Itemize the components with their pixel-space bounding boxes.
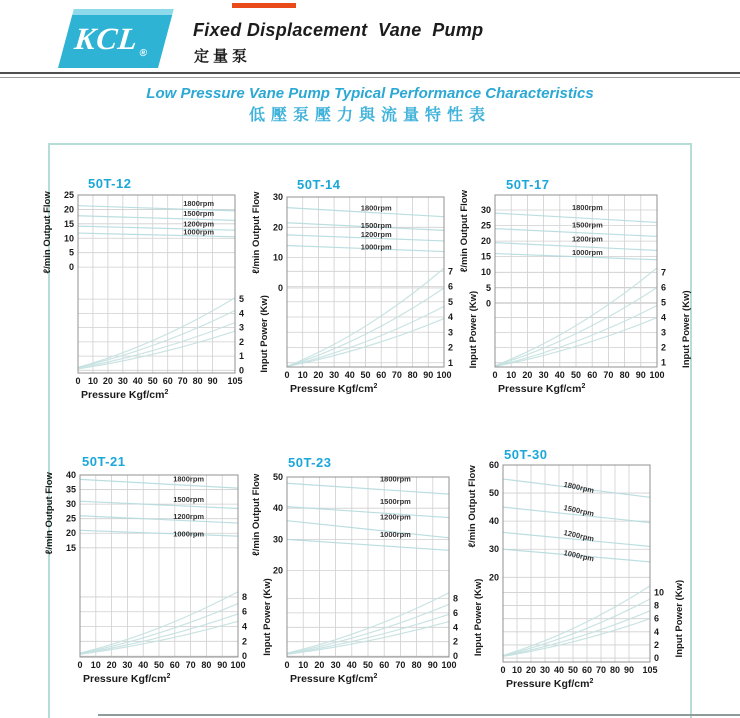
svg-text:20: 20 <box>106 660 117 670</box>
svg-text:30: 30 <box>538 370 549 380</box>
svg-text:60: 60 <box>488 460 499 470</box>
svg-text:50: 50 <box>567 665 579 675</box>
svg-text:ℓ/min Output Flow: ℓ/min Output Flow <box>44 472 55 555</box>
svg-text:1500rpm: 1500rpm <box>379 497 411 506</box>
svg-text:1200rpm: 1200rpm <box>183 219 215 229</box>
svg-text:2: 2 <box>448 342 454 353</box>
svg-text:0: 0 <box>492 370 498 380</box>
svg-text:1000rpm: 1000rpm <box>360 242 392 252</box>
section-title-en: Low Pressure Vane Pump Typical Performance Characteristics <box>146 85 594 102</box>
svg-text:8: 8 <box>453 593 459 604</box>
chart-title-50t-12: 50T-12 <box>88 176 132 191</box>
svg-text:50: 50 <box>488 488 499 499</box>
svg-text:Input Power (Kw): Input Power (Kw) <box>681 290 692 368</box>
svg-text:25: 25 <box>480 220 491 231</box>
svg-text:Pressure Kgf/cm2: Pressure Kgf/$cm^2$ <box>81 389 169 401</box>
svg-text:4: 4 <box>448 312 454 323</box>
svg-text:25: 25 <box>65 513 76 524</box>
svg-text:Input Power (Kw): Input Power (Kw) <box>259 295 270 373</box>
svg-text:50: 50 <box>153 660 165 670</box>
svg-text:ℓ/min Output Flow: ℓ/min Output Flow <box>251 473 262 556</box>
svg-text:40: 40 <box>344 370 355 380</box>
svg-text:20: 20 <box>525 665 537 675</box>
svg-text:10: 10 <box>63 233 74 244</box>
svg-text:Pressure Kgf/cm2: Pressure Kgf/$cm^2$ <box>506 678 594 690</box>
chart-title-50t-30: 50T-30 <box>504 447 548 462</box>
svg-text:100: 100 <box>230 660 246 670</box>
svg-text:2: 2 <box>239 336 245 347</box>
chart-title-50t-21: 50T-21 <box>82 454 126 469</box>
svg-text:1800rpm: 1800rpm <box>379 474 411 484</box>
svg-text:0: 0 <box>77 660 83 670</box>
svg-text:4: 4 <box>239 308 245 319</box>
svg-text:1500rpm: 1500rpm <box>183 209 215 219</box>
svg-text:20: 20 <box>522 370 533 380</box>
svg-text:80: 80 <box>192 376 203 386</box>
svg-text:Input Power (Kw): Input Power (Kw) <box>674 579 685 658</box>
svg-text:10: 10 <box>480 267 491 278</box>
svg-text:1000rpm: 1000rpm <box>571 248 603 258</box>
registered-mark: ® <box>139 47 149 59</box>
svg-text:2: 2 <box>242 636 248 647</box>
svg-text:35: 35 <box>65 484 76 495</box>
svg-text:70: 70 <box>177 376 188 386</box>
svg-text:20: 20 <box>102 376 113 386</box>
svg-text:Pressure Kgf/cm2: Pressure Kgf/$cm^2$ <box>290 673 378 685</box>
chart-svg <box>457 453 694 698</box>
svg-text:100: 100 <box>649 370 665 380</box>
svg-text:30: 30 <box>272 192 283 202</box>
svg-text:30: 30 <box>122 660 133 670</box>
svg-text:60: 60 <box>587 370 598 380</box>
chart-title-50t-17: 50T-17 <box>506 177 550 192</box>
svg-text:0: 0 <box>654 653 660 664</box>
svg-text:70: 70 <box>603 370 614 380</box>
svg-text:90: 90 <box>623 665 635 675</box>
svg-text:30: 30 <box>117 376 128 386</box>
svg-text:40: 40 <box>554 370 565 380</box>
svg-text:60: 60 <box>581 665 593 675</box>
svg-text:5: 5 <box>485 282 491 293</box>
kcl-logo-inner <box>64 21 149 57</box>
svg-text:50: 50 <box>570 370 582 380</box>
svg-text:4: 4 <box>453 622 459 633</box>
svg-text:1800rpm: 1800rpm <box>173 474 205 484</box>
svg-text:2: 2 <box>654 639 660 650</box>
svg-text:8: 8 <box>654 600 660 611</box>
svg-text:90: 90 <box>423 370 434 380</box>
svg-text:0: 0 <box>284 660 290 670</box>
svg-text:2: 2 <box>661 342 667 353</box>
svg-text:6: 6 <box>242 606 248 617</box>
svg-text:105: 105 <box>227 376 243 386</box>
svg-text:ℓ/min Output Flow: ℓ/min Output Flow <box>251 191 262 274</box>
axis-labels <box>42 190 270 401</box>
svg-text:50: 50 <box>362 660 374 670</box>
svg-text:3: 3 <box>661 327 667 338</box>
svg-text:1200rpm: 1200rpm <box>379 512 411 522</box>
svg-text:5: 5 <box>448 296 454 307</box>
svg-text:20: 20 <box>65 528 76 539</box>
svg-text:105: 105 <box>642 665 658 675</box>
svg-text:1000rpm: 1000rpm <box>183 227 215 237</box>
svg-text:20: 20 <box>480 236 491 247</box>
divider-rule-light <box>0 77 740 78</box>
svg-text:1800rpm: 1800rpm <box>562 479 595 496</box>
svg-text:15: 15 <box>63 218 74 229</box>
svg-text:25: 25 <box>63 190 74 200</box>
svg-text:80: 80 <box>201 660 212 670</box>
section-title-zh: 低壓泵壓力與流量特性表 <box>248 107 491 124</box>
svg-text:10: 10 <box>654 587 665 598</box>
svg-text:1: 1 <box>448 357 454 368</box>
svg-text:30: 30 <box>65 499 76 510</box>
svg-text:10: 10 <box>87 376 98 386</box>
svg-text:5: 5 <box>239 294 245 305</box>
svg-text:1000rpm: 1000rpm <box>173 529 205 539</box>
svg-text:10: 10 <box>272 252 283 263</box>
svg-text:5: 5 <box>661 297 667 308</box>
svg-text:0: 0 <box>284 370 290 380</box>
svg-text:0: 0 <box>485 298 491 309</box>
svg-text:90: 90 <box>427 660 438 670</box>
svg-text:50: 50 <box>147 376 158 386</box>
svg-text:7: 7 <box>661 267 667 278</box>
svg-text:5: 5 <box>68 247 74 258</box>
svg-text:10: 10 <box>298 660 309 670</box>
accent-bar <box>232 3 296 8</box>
svg-text:60: 60 <box>169 660 180 670</box>
svg-text:0: 0 <box>75 376 81 386</box>
svg-text:4: 4 <box>654 626 660 637</box>
svg-text:90: 90 <box>217 660 228 670</box>
chart-svg <box>449 183 701 403</box>
svg-text:20: 20 <box>313 370 324 380</box>
svg-text:70: 70 <box>395 660 406 670</box>
svg-text:7: 7 <box>448 266 454 277</box>
chart-canvas-50t-30 <box>457 453 694 698</box>
svg-text:ℓ/min Output Flow: ℓ/min Output Flow <box>42 191 53 274</box>
svg-text:6: 6 <box>453 607 459 618</box>
svg-text:60: 60 <box>376 370 387 380</box>
svg-text:4: 4 <box>661 312 667 323</box>
svg-text:90: 90 <box>635 370 646 380</box>
axis-labels <box>467 460 685 690</box>
divider-rule-dark <box>0 72 740 74</box>
svg-text:10: 10 <box>297 370 308 380</box>
svg-text:80: 80 <box>407 370 418 380</box>
axis-labels <box>251 191 479 395</box>
svg-text:1000rpm: 1000rpm <box>379 529 411 539</box>
svg-text:30: 30 <box>329 370 340 380</box>
svg-text:90: 90 <box>207 376 218 386</box>
svg-text:40: 40 <box>346 660 357 670</box>
svg-text:30: 30 <box>539 665 551 675</box>
svg-text:Input Power (Kw): Input Power (Kw) <box>262 578 273 656</box>
chart-canvas-50t-17 <box>449 183 701 403</box>
svg-text:1500rpm: 1500rpm <box>360 221 392 231</box>
svg-text:1: 1 <box>239 351 245 362</box>
kcl-logo-text: KCL <box>73 20 141 56</box>
svg-text:Pressure Kgf/cm2: Pressure Kgf/$cm^2$ <box>498 383 586 395</box>
svg-text:2: 2 <box>453 636 459 647</box>
svg-text:1500rpm: 1500rpm <box>562 503 595 519</box>
svg-text:20: 20 <box>272 565 283 576</box>
svg-text:30: 30 <box>330 660 341 670</box>
svg-text:Input Power (Kw): Input Power (Kw) <box>468 290 479 369</box>
svg-text:1800rpm: 1800rpm <box>183 199 215 209</box>
svg-text:30: 30 <box>272 534 283 545</box>
page-title-zh: 定量泵 <box>194 48 252 65</box>
svg-text:10: 10 <box>506 370 517 380</box>
svg-text:6: 6 <box>654 613 660 624</box>
svg-text:50: 50 <box>272 472 283 482</box>
svg-text:100: 100 <box>436 370 452 380</box>
svg-text:40: 40 <box>138 660 149 670</box>
svg-text:10: 10 <box>511 665 523 675</box>
svg-text:Pressure Kgf/cm2: Pressure Kgf/$cm^2$ <box>290 383 378 395</box>
svg-text:100: 100 <box>441 660 457 670</box>
svg-text:30: 30 <box>480 204 491 215</box>
svg-text:3: 3 <box>448 327 454 338</box>
svg-text:3: 3 <box>239 322 245 333</box>
svg-text:ℓ/min Output Flow: ℓ/min Output Flow <box>459 190 470 273</box>
svg-text:6: 6 <box>448 281 454 292</box>
svg-text:15: 15 <box>65 542 76 553</box>
svg-text:1200rpm: 1200rpm <box>173 512 205 522</box>
svg-text:80: 80 <box>609 665 621 675</box>
svg-text:30: 30 <box>488 544 499 555</box>
svg-text:1800rpm: 1800rpm <box>571 202 603 212</box>
svg-text:1800rpm: 1800rpm <box>360 203 392 213</box>
svg-text:40: 40 <box>65 470 76 480</box>
svg-text:1: 1 <box>661 357 667 368</box>
axis-labels <box>44 470 273 685</box>
svg-text:1000rpm: 1000rpm <box>562 548 595 564</box>
svg-text:80: 80 <box>619 370 630 380</box>
svg-text:70: 70 <box>185 660 196 670</box>
svg-text:40: 40 <box>488 516 499 527</box>
page-title-en: Fixed Displacement Vane Pump <box>193 20 484 40</box>
svg-text:0: 0 <box>68 262 74 273</box>
svg-text:50: 50 <box>360 370 371 380</box>
svg-text:0: 0 <box>500 665 506 675</box>
svg-text:8: 8 <box>242 591 248 602</box>
svg-text:1500rpm: 1500rpm <box>173 494 205 504</box>
chart-title-50t-23: 50T-23 <box>288 455 332 470</box>
svg-text:40: 40 <box>132 376 143 386</box>
svg-text:15: 15 <box>480 251 491 262</box>
svg-text:0: 0 <box>239 365 245 376</box>
svg-text:0: 0 <box>242 651 248 662</box>
svg-text:40: 40 <box>272 503 283 514</box>
svg-text:Pressure Kgf/cm2: Pressure Kgf/$cm^2$ <box>83 673 171 685</box>
svg-text:40: 40 <box>553 665 565 675</box>
svg-text:1200rpm: 1200rpm <box>562 528 595 544</box>
svg-text:70: 70 <box>595 665 607 675</box>
svg-text:20: 20 <box>314 660 325 670</box>
svg-text:20: 20 <box>63 204 74 215</box>
kcl-logo <box>58 9 174 68</box>
chart-title-50t-14: 50T-14 <box>297 177 341 192</box>
svg-text:0: 0 <box>453 651 459 662</box>
chart-svg <box>241 465 493 693</box>
grid <box>287 474 449 657</box>
svg-text:Input Power (Kw): Input Power (Kw) <box>473 578 484 657</box>
svg-text:60: 60 <box>379 660 390 670</box>
page-bottom-edge <box>98 714 740 716</box>
svg-text:70: 70 <box>391 370 402 380</box>
svg-text:60: 60 <box>162 376 173 386</box>
svg-text:20: 20 <box>488 572 499 583</box>
svg-text:0: 0 <box>277 282 283 293</box>
svg-text:1500rpm: 1500rpm <box>571 220 603 230</box>
svg-text:20: 20 <box>272 222 283 233</box>
svg-text:1200rpm: 1200rpm <box>571 234 603 244</box>
svg-text:10: 10 <box>90 660 101 670</box>
chart-canvas-50t-23 <box>241 465 493 693</box>
svg-text:80: 80 <box>411 660 422 670</box>
svg-text:6: 6 <box>661 282 667 293</box>
svg-text:4: 4 <box>242 621 248 632</box>
svg-text:ℓ/min Output Flow: ℓ/min Output Flow <box>467 465 478 548</box>
svg-text:1200rpm: 1200rpm <box>360 229 392 239</box>
